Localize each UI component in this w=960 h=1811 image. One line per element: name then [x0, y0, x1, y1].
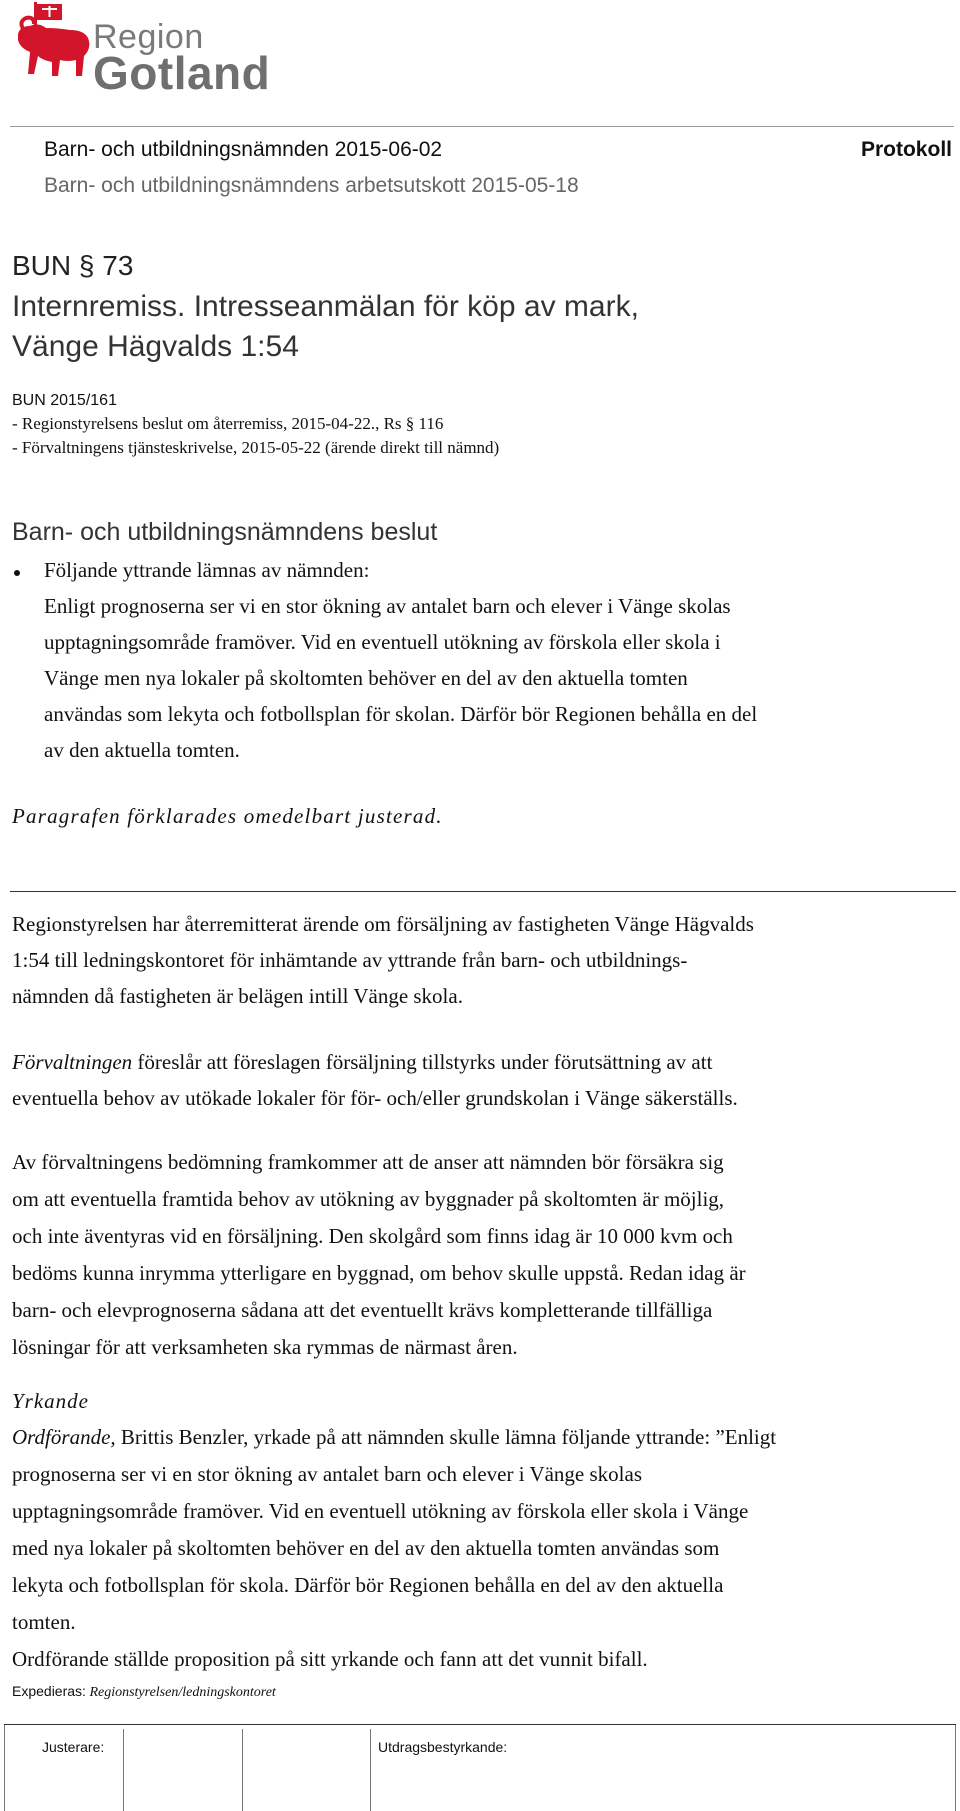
- expedieras-line: [12, 1683, 276, 1701]
- body-line: prognoserna ser vi en stor ökning av antalet barn och elever i Vänge skolas: [12, 1462, 642, 1486]
- body-line: tomten.: [12, 1610, 76, 1634]
- table-border: [955, 1725, 956, 1811]
- expedieras-label: Expedieras:: [12, 1683, 86, 1699]
- decision-line: Följande yttrande lämnas av nämnden:: [44, 558, 370, 582]
- italic-term: Ordförande,: [12, 1425, 116, 1449]
- body-line: om att eventuella framtida behov av utökning av byggnader på skoltomten är möjlig,: [12, 1187, 725, 1211]
- expedieras-value: Regionstyrelsen/ledningskontoret: [89, 1685, 276, 1700]
- table-divider: [370, 1729, 371, 1811]
- table-border: [4, 1725, 5, 1811]
- case-title-line-1: Internremiss. Intresseanmälan för köp av mark,: [12, 290, 639, 323]
- case-number: BUN § 73: [12, 250, 134, 281]
- signature-table: [4, 1724, 956, 1811]
- bullet-icon: [14, 570, 20, 576]
- decision-line: av den aktuella tomten.: [44, 738, 240, 762]
- body-line: lekyta och fotbollsplan för skola. Därför bör Regionen behålla en del av den aktuella: [12, 1573, 724, 1597]
- body-line: Regionstyrelsen har återremitterat ärende om försäljning av fastigheten Vänge Hägvalds: [12, 912, 754, 936]
- body-line: [12, 1425, 776, 1450]
- body-line: 1:54 till ledningskontoret för inhämtande av yttrande från barn- och utbildnings-: [12, 948, 688, 972]
- meeting-title: Barn- och utbildningsnämnden 2015-06-02: [44, 138, 443, 161]
- decision-line: användas som lekyta och fotbollsplan för skolan. Därför bör Regionen behålla en del: [44, 702, 758, 726]
- table-divider: [123, 1729, 124, 1811]
- gotland-ram-icon: [18, 2, 89, 76]
- body-line: upptagningsområde framöver. Vid en eventuell utökning av förskola eller skola i Vänge: [12, 1499, 749, 1523]
- body-line: och inte äventyras vid en försäljning. Den skolgård som finns idag är 10 000 kvm och: [12, 1224, 733, 1248]
- body-text: föreslår att föreslagen försäljning tillstyrks under förutsättning av att: [132, 1050, 713, 1074]
- body-line: lösningar för att verksamheten ska rymmas de närmast åren.: [12, 1335, 518, 1359]
- body-text: Brittis Benzler, yrkade på att nämnden skulle lämna följande yttrande: ”Enligt: [115, 1425, 777, 1449]
- body-line: [12, 1050, 712, 1075]
- body-line: eventuella behov av utökade lokaler för för- och/eller grundskolan i Vänge säkerställs.: [12, 1086, 738, 1110]
- table-divider: [242, 1729, 243, 1811]
- decision-line: Enligt prognoserna ser vi en stor ökning av antalet barn och elever i Vänge skolas: [44, 594, 731, 618]
- logo-text-region: Region: [93, 18, 204, 56]
- justerare-label: Justerare:: [42, 1739, 105, 1755]
- body-line: nämnden då fastigheten är belägen intill Vänge skola.: [12, 984, 463, 1008]
- reference-item: - Regionstyrelsens beslut om återremiss, 2015-04-22., Rs § 116: [12, 414, 444, 433]
- body-line: Av förvaltningens bedömning framkommer att de anser att nämnden bör försäkra sig: [12, 1150, 724, 1174]
- justification-note: Paragrafen förklarades omedelbart justerad.: [12, 804, 443, 828]
- diarienummer: BUN 2015/161: [12, 392, 117, 409]
- decision-line: upptagningsområde framöver. Vid en eventuell utökning av förskola eller skola i: [44, 630, 721, 654]
- doc-type-label: Protokoll: [860, 138, 952, 161]
- meeting-subtitle: Barn- och utbildningsnämndens arbetsutskott 2015-05-18: [44, 174, 579, 197]
- italic-term: Förvaltningen: [12, 1050, 133, 1074]
- decision-heading: Barn- och utbildningsnämndens beslut: [12, 518, 438, 546]
- body-line: barn- och elevprognoserna sådana att det eventuellt krävs kompletterande tillfälliga: [12, 1298, 713, 1322]
- section-divider: [10, 891, 956, 892]
- reference-item: - Förvaltningens tjänsteskrivelse, 2015-05-22 (ärende direkt till nämnd): [12, 438, 500, 457]
- logo-text-gotland: Gotland: [93, 47, 271, 99]
- header-divider: [10, 126, 954, 127]
- body-line: med nya lokaler på skoltomten behöver en del av den aktuella tomten användas som: [12, 1536, 720, 1560]
- decision-line: Vänge men nya lokaler på skoltomten behöver en del av den aktuella tomten: [44, 666, 688, 690]
- yrkande-heading: Yrkande: [12, 1389, 89, 1413]
- body-line: bedöms kunna inrymma ytterligare en byggnad, om behov skulle uppstå. Redan idag är: [12, 1261, 746, 1285]
- proposition-line: Ordförande ställde proposition på sitt yrkande och fann att det vunnit bifall.: [12, 1647, 648, 1671]
- case-title-line-2: Vänge Hägvalds 1:54: [12, 330, 299, 363]
- utdrag-label: Utdragsbestyrkande:: [378, 1739, 508, 1755]
